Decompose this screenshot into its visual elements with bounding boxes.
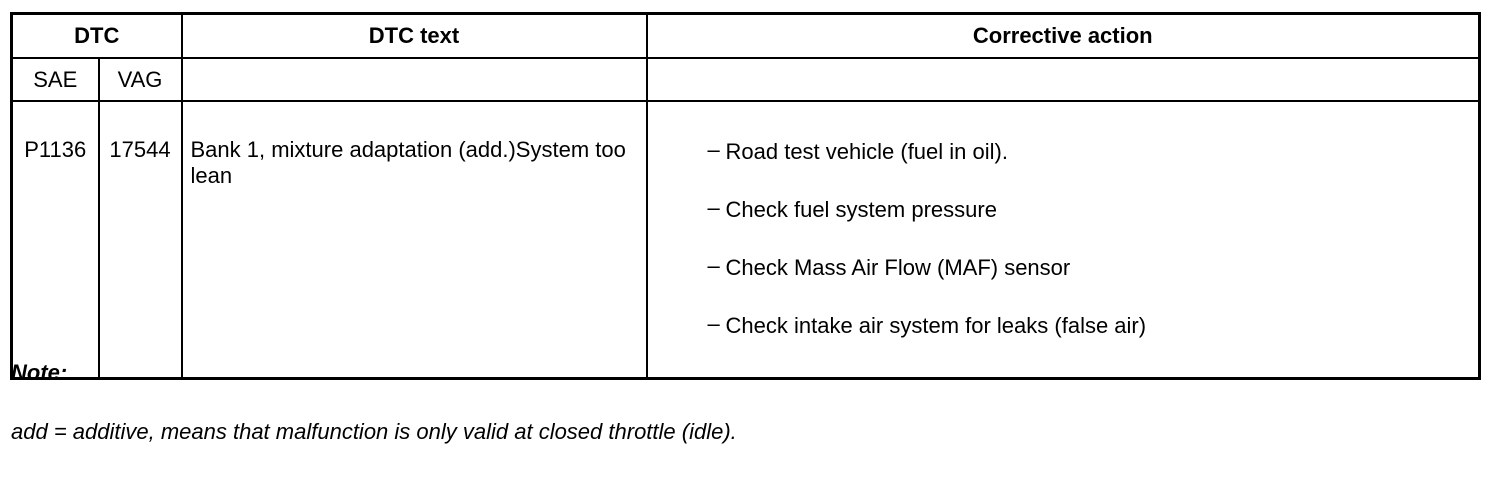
vag-code-cell: 17544 [99,101,182,379]
sae-code-cell: P1136 [12,101,99,379]
action-text: Road test vehicle (fuel in oil). [725,139,1008,164]
corrective-action-list [648,102,1479,371]
table-row [12,101,1480,379]
dtc-table [10,12,1481,380]
subheader-sae: SAE [12,58,99,101]
corrective-action-cell [647,101,1480,379]
action-item [708,197,1479,255]
action-item [708,139,1479,197]
dash-marker: – [707,195,720,220]
dtc-text-cell: Bank 1, mixture adaptation (add.)System too lean [182,101,647,379]
subheader-empty-action [647,58,1480,101]
header-dtc-text: DTC text [182,14,647,59]
note-text: add = additive, means that malfunction is only valid at closed throttle (idle). [11,419,737,444]
action-item [708,255,1479,313]
dash-marker: – [707,253,720,278]
dash-marker: – [707,311,720,336]
action-text: Check Mass Air Flow (MAF) sensor [725,255,1071,280]
subheader-empty-text [182,58,647,101]
header-corrective-action: Corrective action [647,14,1480,59]
header-dtc: DTC [12,14,182,59]
subheader-row [12,58,1480,101]
action-item [708,313,1479,371]
header-row [12,14,1480,59]
note-title: Note: [11,360,68,385]
action-text: Check fuel system pressure [725,197,997,222]
dash-marker: – [707,137,720,162]
action-text: Check intake air system for leaks (false air) [725,313,1147,338]
subheader-vag: VAG [99,58,182,101]
